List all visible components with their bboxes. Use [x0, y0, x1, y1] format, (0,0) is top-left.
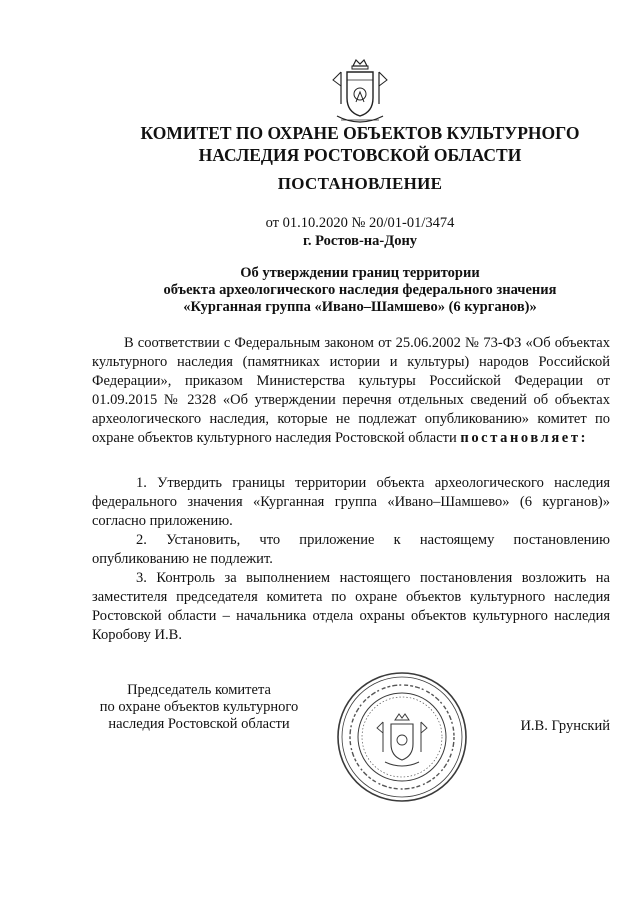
- preamble-paragraph: [92, 334, 610, 448]
- document-city: г. Ростов-на-Дону: [302, 233, 418, 249]
- signatory-position-line-2: по охране объектов культурного: [99, 699, 299, 715]
- signatory-position-line-3: наследия Ростовской области: [108, 716, 290, 732]
- signatory-position: [84, 682, 314, 733]
- resolution-items: [92, 474, 610, 645]
- document-title-line-3: «Курганная группа «Ивано–Шамшево» (6 курганов)»: [183, 299, 537, 315]
- document-title-line-2: объекта археологического наследия федерального значения: [163, 282, 557, 298]
- resolution-item-2: 2. Установить, что приложение к настоящему постановлению опубликованию не подлежит.: [92, 532, 610, 567]
- committee-name: [96, 122, 624, 166]
- resolution-item-1: 1. Утвердить границы территории объекта археологического наследия федерального значения «Курганная группа «Ивано–Шамшево» (6 курганов)» согласно приложению.: [92, 475, 610, 529]
- coat-of-arms-icon: [331, 58, 389, 128]
- document-title: [96, 265, 624, 316]
- resolution-item-3: 3. Контроль за выполнением настоящего постановления возложить на заместителя председателя комитета по охране объектов культурного наследия Ростовской области – начальника отдела охраны объектов культурного наследия Коробову И.В.: [92, 570, 610, 643]
- committee-name-line-2: НАСЛЕДИЯ РОСТОВСКОЙ ОБЛАСТИ: [198, 145, 522, 165]
- signatory-name: И.В. Грунский: [520, 718, 610, 734]
- document-date-number: от 01.10.2020 № 20/01-01/3474: [265, 215, 455, 231]
- preamble-text: В соответствии с Федеральным законом от 25.06.2002 № 73-ФЗ «Об объектах культурного наследия (памятниках истории и культуры) народов Российской Федерации», приказом Министерства культуры Российской Федерации от 01.09.2015 № 2328 «Об утверждении перечня отдельных сведений об объектах археологического наследия, которые не подлежат опубликованию» комитет по охране объектов культурного наследия Ростовской области: [92, 335, 610, 446]
- committee-name-line-1: КОМИТЕТ ПО ОХРАНЕ ОБЪЕКТОВ КУЛЬТУРНОГО: [140, 123, 580, 143]
- document-type: ПОСТАНОВЛЕНИЕ: [277, 174, 443, 193]
- signatory-position-line-1: Председатель комитета: [127, 682, 271, 698]
- resolves-word: постановляет:: [460, 430, 588, 446]
- document-title-line-1: Об утверждении границ территории: [240, 265, 480, 281]
- official-seal-icon: [335, 670, 469, 804]
